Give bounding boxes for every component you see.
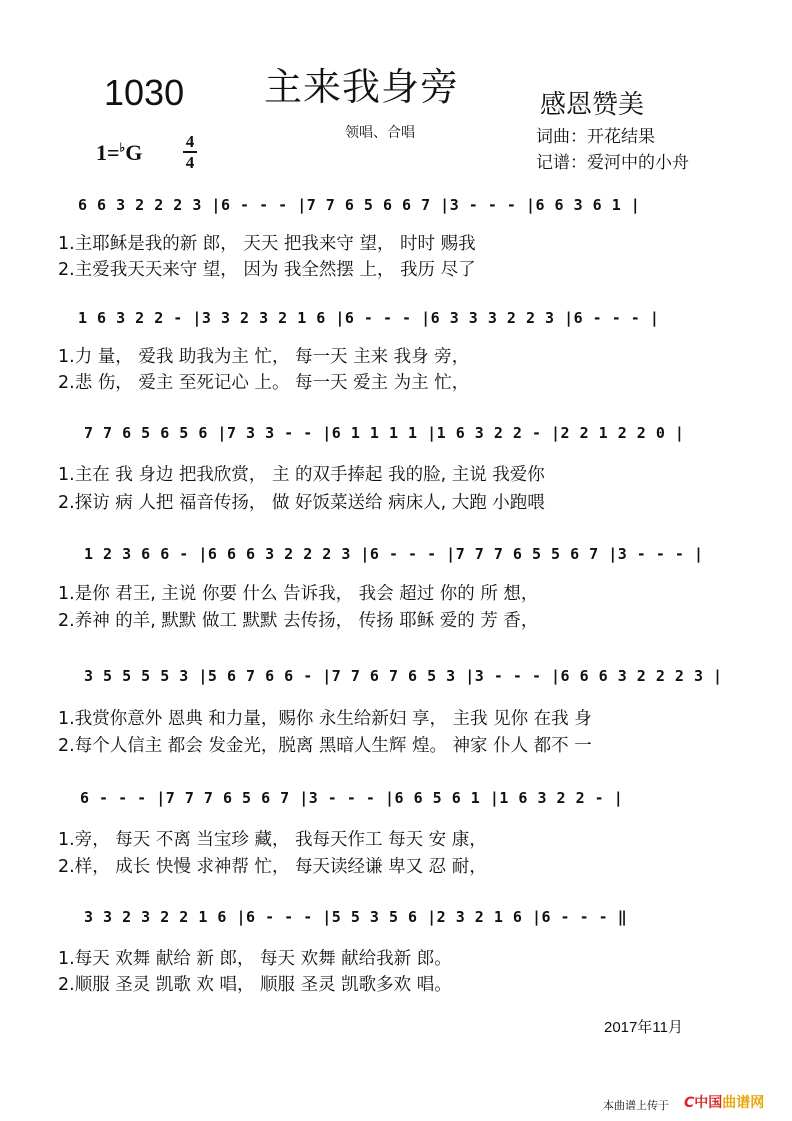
meter-bottom: 4 [185,153,195,172]
lyric-line-4-verse-1: 1.是你 君王, 主说 你要 什么 告诉我， 我会 超过 你的 所 想， [58,584,539,604]
notation-line-7: 3 3 2 3 2 2 1 6 |6 - - - |5 5 3 5 6 |2 3 2 1 6 |6 - - - ‖ [84,908,628,926]
logo-mark-icon: C [684,1095,695,1111]
notation-line-3: 7 7 6 5 6 5 6 |7 3 3 - - |6 1 1 1 1 |1 6 3 2 2 - |2 2 1 2 2 0 | [84,424,685,442]
meter-top: 4 [185,132,195,151]
notation-line-1: 6 6 3 2 2 2 3 |6 - - - |7 7 6 5 6 6 7 |3 - - - |6 6 3 6 1 | [78,196,641,214]
lyric-line-2-verse-2: 2.悲 伤， 爱主 至死记心 上。 每一天 爱主 为主 忙， [58,373,470,393]
lyrics-music-credit: 词曲：开花结果 [536,127,655,147]
site-logo [684,1092,764,1112]
key-signature [96,140,142,166]
upload-note: 本曲谱上传于 [603,1099,669,1112]
lyric-line-3-verse-1: 1.主在 我 身边 把我欣赏， 主 的双手捧起 我的脸, 主说 我爱你 [58,465,545,485]
key-prefix: 1= [96,140,120,165]
song-subtitle: 感恩赞美 [540,90,645,120]
lyric-line-1-verse-1: 1.主耶稣是我的新 郎， 天天 把我来守 望， 时时 赐我 [58,234,476,254]
composition-date: 2017年11月 [604,1019,683,1036]
flat-symbol: ♭ [119,140,126,155]
song-title: 主来我身旁 [264,65,460,109]
lyric-line-6-verse-1: 1.旁， 每天 不离 当宝珍 藏， 我每天作工 每天 安 康， [58,830,487,850]
performance-form: 领唱、合唱 [345,125,415,141]
lyric-line-1-verse-2: 2.主爱我天天来守 望， 因为 我全然摆 上， 我历 尽了 [58,260,476,280]
logo-text-cn: 中国 [694,1095,723,1111]
lyric-line-7-verse-2: 2.顺服 圣灵 凯歌 欢 唱， 顺服 圣灵 凯歌多欢 唱。 [58,975,452,995]
lyric-line-7-verse-1: 1.每天 欢舞 献给 新 郎， 每天 欢舞 献给我新 郎。 [58,949,452,969]
transcriber-credit: 记谱：爱河中的小舟 [536,153,689,173]
lyric-line-5-verse-1: 1.我赏你意外 恩典 和力量，赐你 永生给新妇 享， 主我 见你 在我 身 [58,709,592,729]
song-number: 1030 [104,72,185,113]
notation-line-2: 1 6 3 2 2 - |3 3 2 3 2 1 6 |6 - - - |6 3 3 3 2 2 3 |6 - - - | [78,309,660,327]
lyric-line-3-verse-2: 2.探访 病 人把 福音传扬， 做 好饭菜送给 病床人, 大跑 小跑喂 [58,493,545,513]
lyric-line-6-verse-2: 2.样， 成长 快慢 求神帮 忙， 每天读经谦 卑又 忍 耐， [58,857,487,877]
time-signature [183,133,197,171]
lyric-line-2-verse-1: 1.力 量， 爱我 助我为主 忙， 每一天 主来 我身 旁， [58,347,470,367]
logo-text-qupu: 曲谱网 [722,1095,765,1111]
notation-line-4: 1 2 3 6 6 - |6 6 6 3 2 2 2 3 |6 - - - |7 7 7 6 5 5 6 7 |3 - - - | [84,545,704,563]
key-note: G [125,140,143,165]
lyric-line-5-verse-2: 2.每个人信主 都会 发金光，脱离 黑暗人生辉 煌。 神家 仆人 都不 一 [58,736,592,756]
notation-line-6: 6 - - - |7 7 7 6 5 6 7 |3 - - - |6 6 5 6 1 |1 6 3 2 2 - | [80,789,624,807]
notation-line-5: 3 5 5 5 5 3 |5 6 7 6 6 - |7 7 6 7 6 5 3 |3 - - - |6 6 6 3 2 2 2 3 | [84,667,723,685]
lyric-line-4-verse-2: 2.养神 的羊, 默默 做工 默默 去传扬， 传扬 耶稣 爱的 芳 香， [58,611,539,631]
